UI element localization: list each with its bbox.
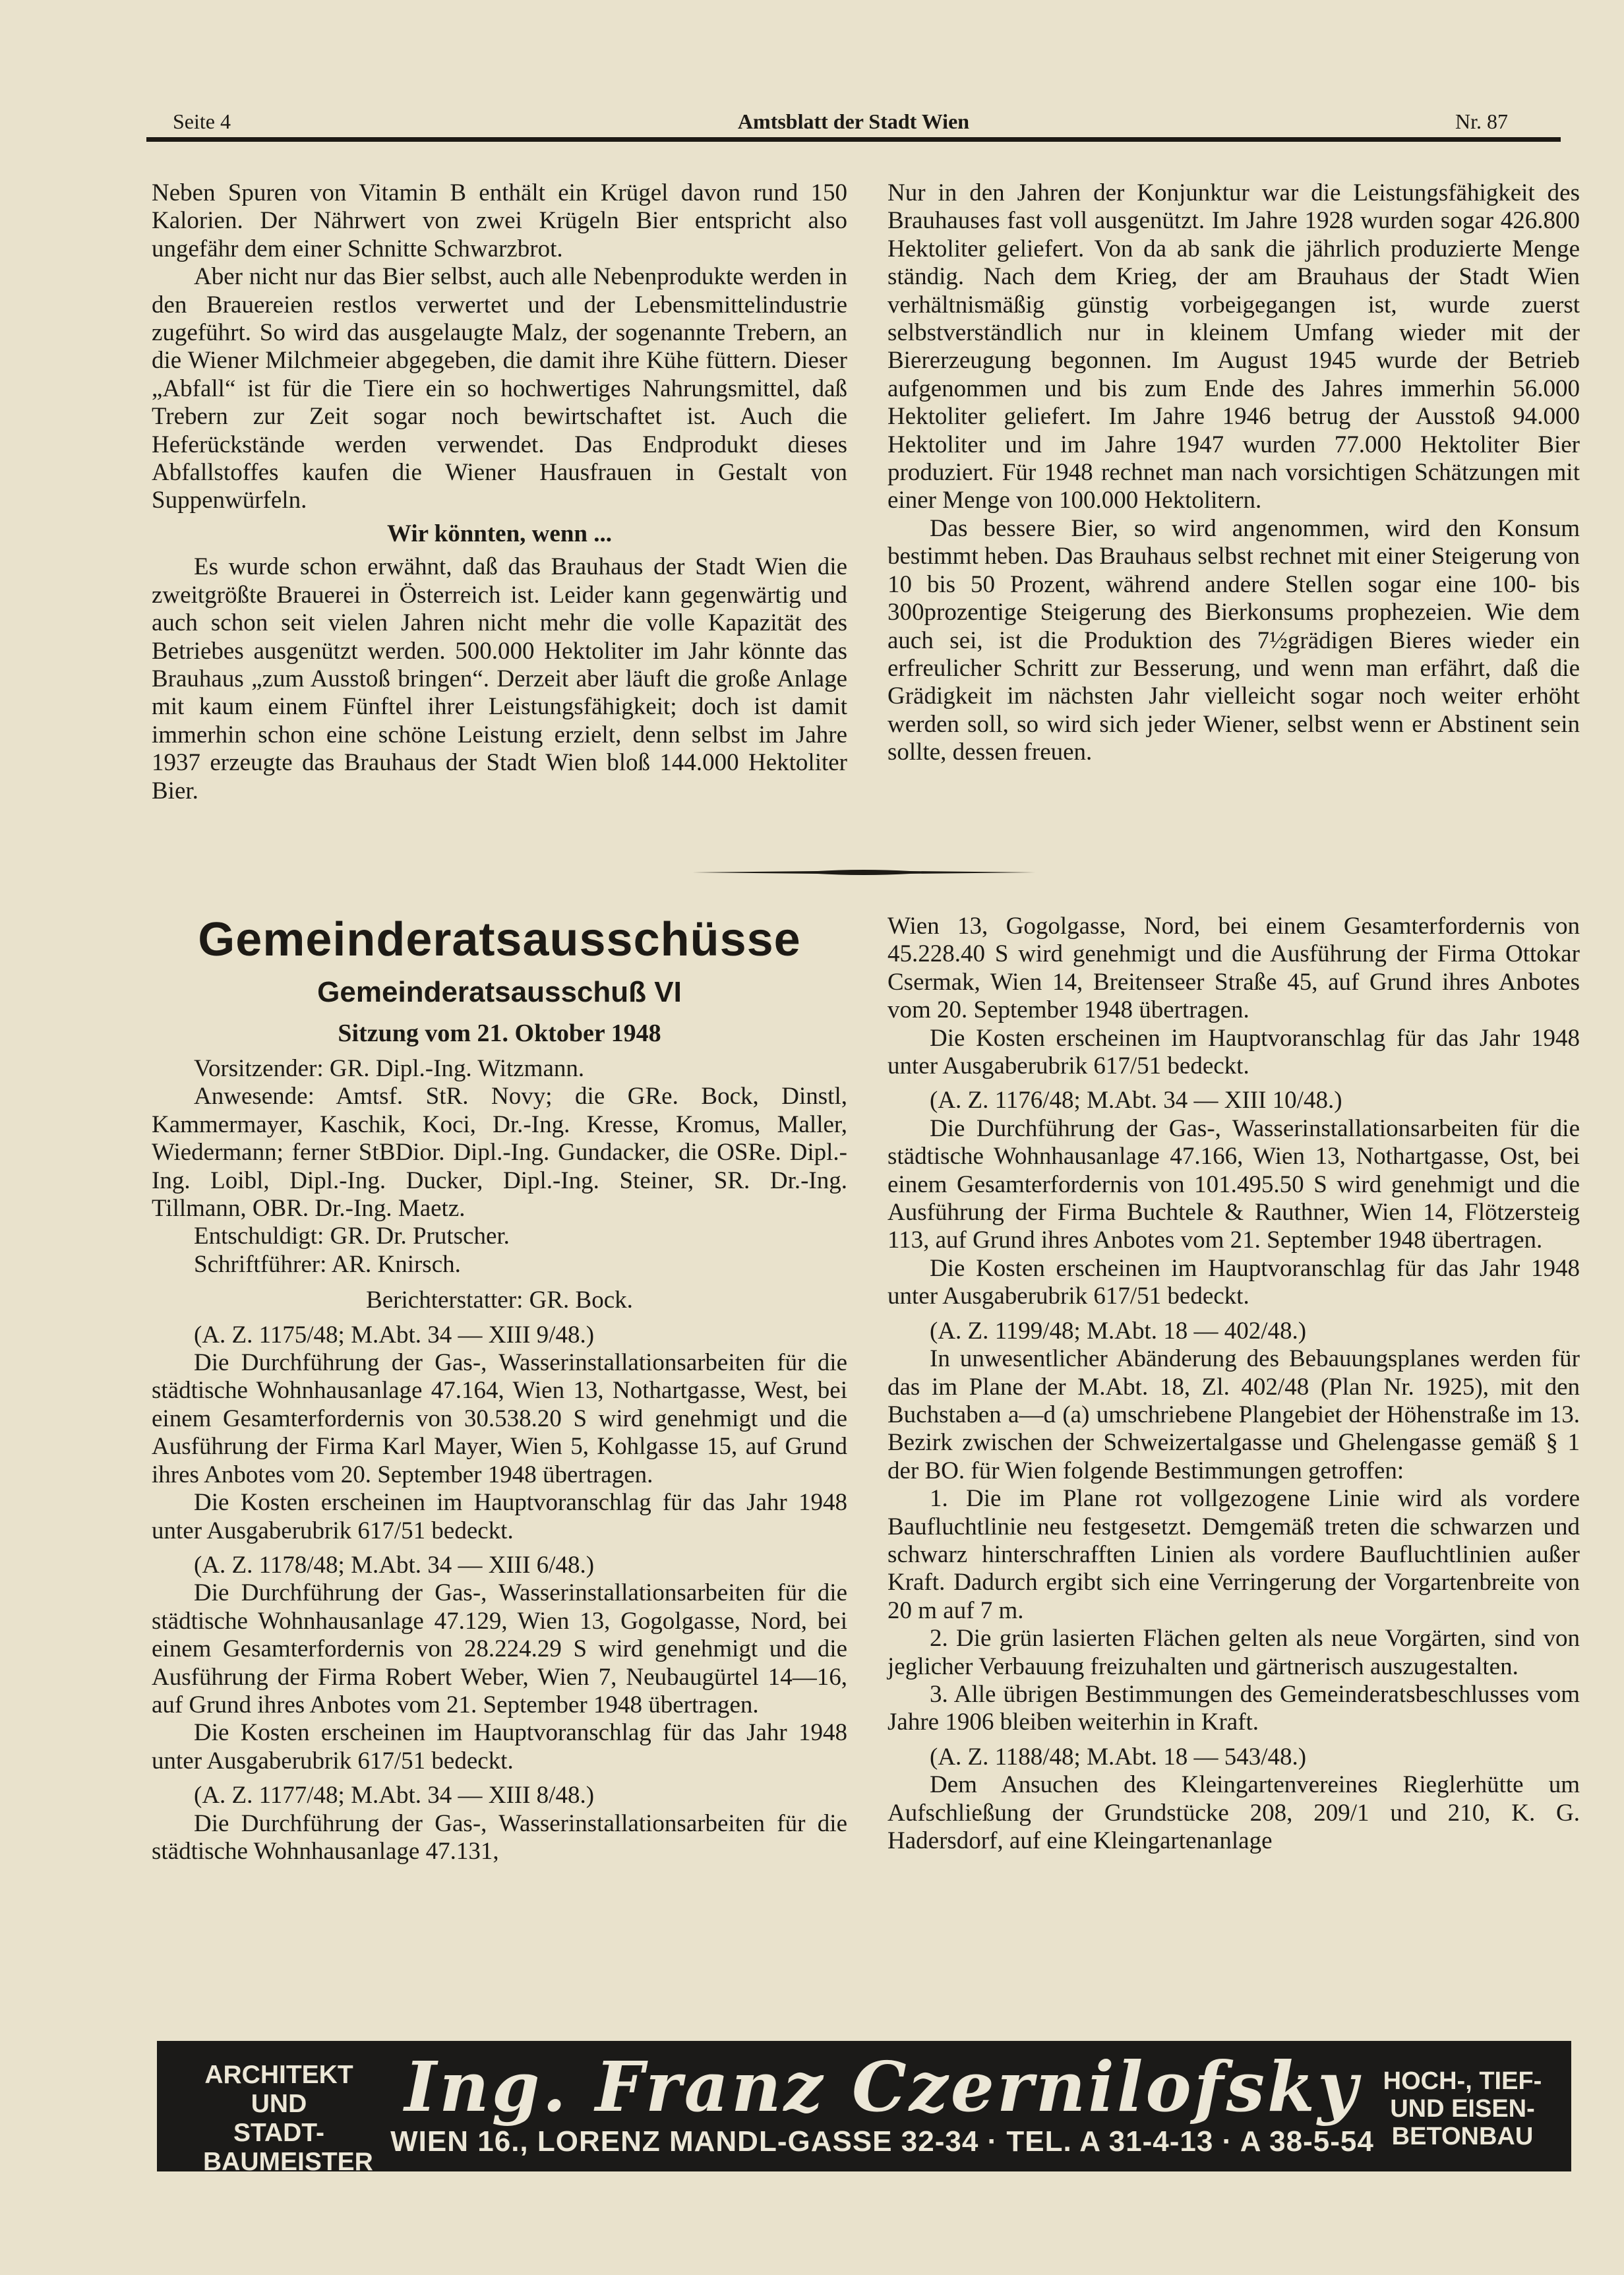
top-right-column [887, 179, 1580, 767]
list-item: 2. Die grün lasierten Flächen gelten als neue Vorgärten, sind von jeglicher Verbauung freizuhalten und gärtnerisch auszugestalten. [887, 1625, 1580, 1680]
reference: (A. Z. 1199/48; M.Abt. 18 — 402/48.) [930, 1317, 1307, 1345]
ad-right-line: HOCH-, TIEF- [1383, 2067, 1542, 2095]
paragraph: In unwesentlicher Abänderung des Bebauungsplanes werden für das im Plane der M.Abt. 18, Zl. 402/48 (Plan Nr. 1925), mit den Buchstaben a—d (a) umschriebene Plangebiet der Höhenstraße im 13. Bezirk zwischen der Schweizertalgasse und Ghelengasse gemäß § 1 der BO. für Wien folgende Bestimmungen getroffen: [887, 1345, 1580, 1484]
paragraph: Dem Ansuchen des Kleingartenvereines Rieglerhütte um Aufschließung der Grundstücke 208, 209/1 und 210, K. G. Hadersdorf, auf eine Kleingartenanlage [887, 1771, 1580, 1854]
ad-address: WIEN 16., LORENZ MANDL-GASSE 32-34 · TEL. A 31-4-13 · A 38-5-54 [390, 2125, 1374, 2158]
paragraph: Die Durchführung der Gas-, Wasserinstallationsarbeiten für die städtische Wohnhausanlage 47.129, Wien 13, Gogolgasse, Nord, bei einem Gesamterfordernis von 28.224.29 S wird genehmigt und die Ausführung der Firma Robert Weber, Wien 7, Neubaugürtel 14—16, auf Grund ihres Anbotes vom 21. September 1948 übertragen. [152, 1579, 847, 1718]
publication-title: Amtsblatt der Stadt Wien [737, 109, 970, 133]
ad-left-line: UND STADT- [233, 2090, 324, 2147]
reference: (A. Z. 1188/48; M.Abt. 18 — 543/48.) [930, 1743, 1307, 1771]
ad-left-line: ARCHITEKT [204, 2061, 353, 2089]
top-left-column [152, 179, 847, 805]
committee-title: Gemeinderatsausschuß VI [317, 976, 682, 1008]
ad-company-name: Ing. Franz Czernilofsky [404, 2046, 1360, 2127]
chair: Vorsitzender: GR. Dipl.-Ing. Witzmann. [194, 1055, 585, 1082]
issue-number: Nr. 87 [1455, 109, 1508, 133]
paragraph: Aber nicht nur das Bier selbst, auch alle Nebenprodukte werden in den Brauereien restlos verwertet und der Lebensmittelindustrie zugeführt. So wird das ausgelaugte Malz, der sogenannte Trebern, an die Wiener Milchmeier abgegeben, die damit ihre Kühe füttern. Dieser „Abfall“ ist für die Tiere ein so hochwertiges Nahrungsmittel, daß Trebern zur Zeit sogar noch bewirtschaftet ist. Auch die Heferückstände werden verwendet. Das Endprodukt dieses Abfallstoffes kaufen die Wiener Hausfrauen in Gestalt von Suppenwürfeln. [152, 263, 847, 514]
ad-left-block [203, 2061, 373, 2177]
ad-left-line: BAUMEISTER [203, 2148, 373, 2176]
section-title: Gemeinderatsausschüsse [198, 913, 801, 966]
paragraph: Die Durchführung der Gas-, Wasserinstallationsarbeiten für die städtische Wohnhausanlage 47.131, [152, 1809, 847, 1865]
reference: (A. Z. 1178/48; M.Abt. 34 — XIII 6/48.) [194, 1551, 595, 1579]
subheading: Wir könnten, wenn ... [387, 520, 612, 547]
section-divider [692, 869, 1035, 873]
paragraph: Die Kosten erscheinen im Hauptvoranschlag für das Jahr 1948 unter Ausgaberubrik 617/51 bedeckt. [152, 1489, 847, 1544]
paragraph: Nur in den Jahren der Konjunktur war die Leistungsfähigkeit des Brauhauses fast voll ausgenützt. Im Jahre 1928 wurden sogar 426.800 Hektoliter geliefert. Von da ab sank die jährlich produzierte Menge ständig. Nach dem Krieg, der am Brauhaus der Stadt Wien verhältnismäßig günstig vorbeigegangen ist, wurde zuerst selbstverständlich nur in kleinem Umfang wieder mit der Biererzeugung begonnen. Im August 1945 wurde der Betrieb aufgenommen und bis zum Ende des Jahres immerhin 56.000 Hektoliter geliefert. Im Jahre 1946 betrug der Ausstoß 94.000 Hektoliter und im Jahre 1947 wurden 77.000 Hektoliter Bier produziert. Für 1948 rechnet man nach vorsichtigen Schätzungen mit einer Menge von 100.000 Hektolitern. [887, 179, 1580, 514]
reference: (A. Z. 1176/48; M.Abt. 34 — XIII 10/48.) [930, 1087, 1342, 1114]
list-item: 3. Alle übrigen Bestimmungen des Gemeinderatsbeschlusses vom Jahre 1906 bleiben weiterhin in Kraft. [887, 1680, 1580, 1736]
paragraph: Die Kosten erscheinen im Hauptvoranschlag für das Jahr 1948 unter Ausgaberubrik 617/51 bedeckt. [887, 1254, 1580, 1310]
session-date: Sitzung vom 21. Oktober 1948 [338, 1019, 661, 1047]
list-item: 1. Die im Plane rot vollgezogene Linie wird als vordere Baufluchtlinie neu festgesetzt. Demgemäß treten die schwarzen und schwarz hinterschrafften Linien als vordere Baufluchtlinien außer Kraft. Dadurch ergibt sich eine Verringerung der Vorgartenbreite von 20 m auf 7 m. [887, 1485, 1580, 1624]
paragraph: Neben Spuren von Vitamin B enthält ein Krügel davon rund 150 Kalorien. Der Nährwert von zwei Krügeln Bier entspricht also ungefähr dem einer Schnitte Schwarzbrot. [152, 179, 847, 262]
paragraph: Die Kosten erscheinen im Hauptvoranschlag für das Jahr 1948 unter Ausgaberubrik 617/51 bedeckt. [887, 1024, 1580, 1080]
ad-right-line: BETONBAU [1391, 2123, 1534, 2150]
excused: Entschuldigt: GR. Dr. Prutscher. [194, 1223, 510, 1250]
ad-right-block [1380, 2067, 1545, 2150]
page-number: Seite 4 [173, 109, 231, 133]
bottom-left-column [152, 1055, 847, 1866]
secretary: Schriftführer: AR. Knirsch. [194, 1250, 461, 1278]
page-header [146, 109, 1561, 136]
paragraph: Die Kosten erscheinen im Hauptvoranschlag für das Jahr 1948 unter Ausgaberubrik 617/51 bedeckt. [152, 1719, 847, 1774]
reference: (A. Z. 1175/48; M.Abt. 34 — XIII 9/48.) [194, 1321, 595, 1349]
attendees: Anwesende: Amtsf. StR. Novy; die GRe. Bock, Dinstl, Kammermayer, Kaschik, Koci, Dr.-Ing. Kresse, Kromus, Maller, Wiedermann; ferner StBDior. Dipl.-Ing. Gundacker, die OSRe. Dipl.-Ing. Loibl, Dipl.-Ing. Ducker, Dipl.-Ing. Steiner, SR. Dr.-Ing. Tillmann, OBR. Dr.-Ing. Maetz. [152, 1083, 847, 1223]
bottom-right-column [887, 913, 1580, 1855]
ad-right-line: UND EISEN- [1390, 2095, 1535, 2123]
header-rule [146, 137, 1561, 142]
reporter: Berichterstatter: GR. Bock. [366, 1287, 633, 1314]
advertisement-banner [157, 2041, 1571, 2176]
reference: (A. Z. 1177/48; M.Abt. 34 — XIII 8/48.) [194, 1782, 595, 1809]
paragraph: Wien 13, Gogolgasse, Nord, bei einem Gesamterfordernis von 45.228.40 S wird genehmigt und die Ausführung der Firma Ottokar Csermak, Wien 14, Breitenseer Straße 45, auf Grund ihres Anbotes vom 20. September 1948 übertragen. [887, 913, 1580, 1024]
paragraph: Die Durchführung der Gas-, Wasserinstallationsarbeiten für die städtische Wohnhausanlage 47.164, Wien 13, Nothartgasse, West, bei einem Gesamterfordernis von 30.538.20 S wird genehmigt und die Ausführung der Firma Karl Mayer, Wien 5, Kohlgasse 15, auf Grund ihres Anbotes vom 20. September 1948 übertragen. [152, 1349, 847, 1488]
paragraph: Es wurde schon erwähnt, daß das Brauhaus der Stadt Wien die zweitgrößte Brauerei in Österreich ist. Leider kann gegenwärtig und auch schon seit vielen Jahren nicht mehr die volle Kapazität des Betriebes ausgenützt werden. 500.000 Hektoliter im Jahr könnte das Brauhaus „zum Ausstoß bringen“. Derzeit aber läuft die große Anlage mit kaum einem Fünftel ihrer Leistungsfähigkeit; doch ist damit immerhin schon eine schöne Leistung erzielt, denn selbst im Jahre 1937 erzeugte das Brauhaus der Stadt Wien bloß 144.000 Hektoliter Bier. [152, 553, 847, 804]
paragraph: Die Durchführung der Gas-, Wasserinstallationsarbeiten für die städtische Wohnhausanlage 47.166, Wien 13, Nothartgasse, Ost, bei einem Gesamterfordernis von 101.495.50 S wird genehmigt und die Ausführung der Firma Buchtele & Rauthner, Wien 14, Flötzersteig 113, auf Grund ihres Anbotes vom 21. September 1948 übertragen. [887, 1114, 1580, 1254]
paragraph: Das bessere Bier, so wird angenommen, wird den Konsum bestimmt heben. Das Brauhaus selbst rechnet mit einer Steigerung von 10 bis 50 Prozent, während andere Stellen sogar eine 100- bis 300prozentige Steigerung des Bierkonsums prophezeien. Wie dem auch sei, ist die Produktion des 7½grädigen Bieres wieder ein erfreulicher Schritt zur Besserung, und wenn man erfährt, daß die Grädigkeit im nächsten Jahr vielleicht sogar noch weiter erhöht werden soll, so wird sich jeder Wiener, selbst wenn er Abstinent sein sollte, dessen freuen. [887, 514, 1580, 766]
